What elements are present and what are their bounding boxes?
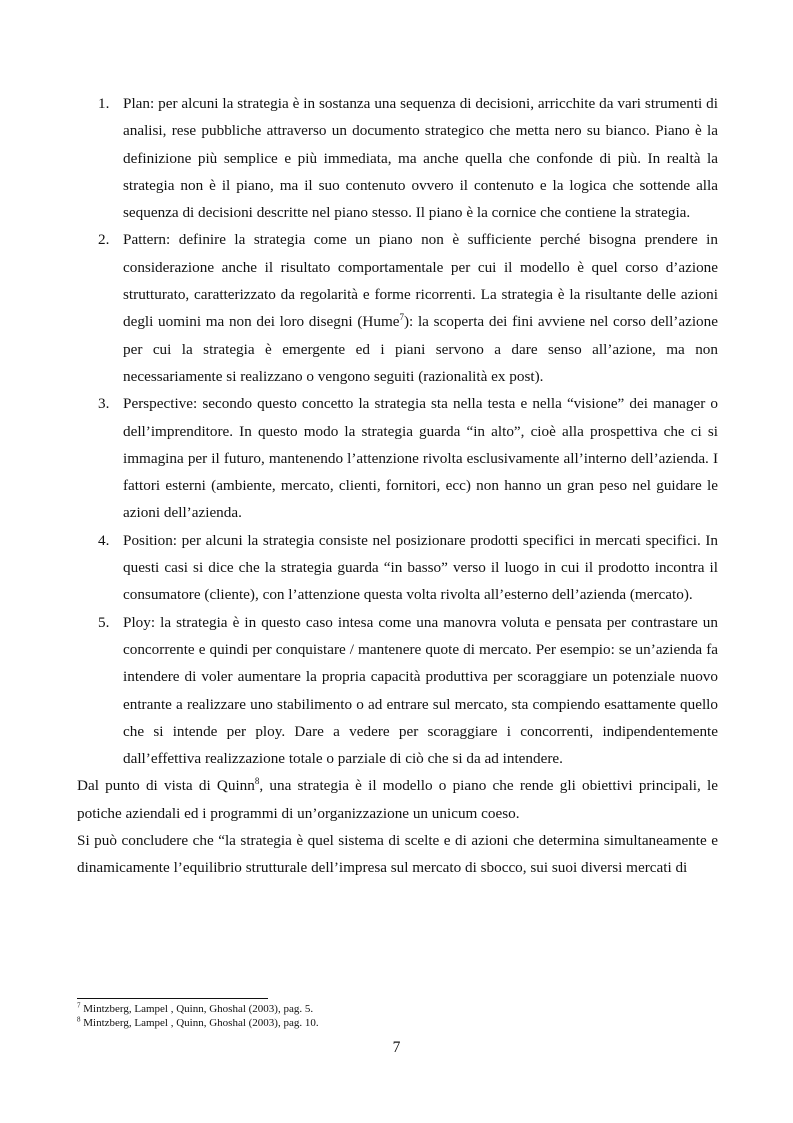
list-item-text: Ploy: la strategia è in questo caso intesa come una manovra voluta e pensata per contrastare un concorrente e quindi per conquistare / mantenere quote di mercato. Per esempio: se un’azienda fa intendere di voler aumentare la propria capacità produttiva per scoraggiare un potenziale nuovo entrante a realizzare uno stabilimento o ad entrare sul mercato, sta compiendo esattamente quello che si intende per ploy. Dare a vedere per scoraggiare i concorrenti, indipendentemente dall’effettiva realizzazione totale o parziale di ciò che si da ad intendere. (123, 613, 718, 768)
footnote-7 (77, 1003, 718, 1017)
list-item-position (77, 527, 718, 609)
paragraph-conclusion: Si può concludere che “la strategia è quel sistema di scelte e di azioni che determina simultaneamente e dinamicamente l’equilibrio strutturale dell’impresa sul mercato di sbocco, sui suoi diversi mercati di (77, 832, 718, 877)
paragraph-text-part1: Dal punto di vista di Quinn (77, 777, 255, 795)
footnotes (77, 1003, 718, 1030)
list-item-perspective (77, 390, 718, 526)
footnote-text: Mintzberg, Lampel , Quinn, Ghoshal (2003), pag. 10. (80, 1016, 319, 1029)
footnote-ref-8: 8 (254, 776, 260, 787)
list-item-text-part1: Pattern: definire la strategia come un piano non è sufficiente perché bisogna prendere in considerazione anche il risultato comportamentale per cui il modello è quel corso d’azione strutturato, caratterizzato da regolarità e forme ricorrenti. La strategia è la risultante delle azioni degli uomini ma non dei loro disegni (Hume (123, 231, 718, 331)
list-item-pattern (77, 226, 718, 390)
paragraph-quinn (77, 772, 718, 827)
footnote-text: Mintzberg, Lampel , Quinn, Ghoshal (2003), pag. 5. (80, 1003, 314, 1015)
list-item-plan (77, 90, 718, 226)
list-number: 2. (98, 231, 110, 249)
footnote-number: 7 (77, 1001, 81, 1010)
list-item-ploy (77, 609, 718, 773)
page-body (77, 90, 718, 882)
footnote-number: 8 (77, 1014, 81, 1023)
list-item-text-part2: ): la scoperta dei fini avviene nel corso dell’azione per cui la strategia è emergente ed i piani servono a dare senso all’azione, ma non necessariamente si realizzano o vengono seguiti (razionalità ex post). (123, 313, 718, 385)
list-item-text: Plan: per alcuni la strategia è in sostanza una sequenza di decisioni, arricchite da vari strumenti di analisi, rese pubbliche attraverso un documento strategico che metta nero su bianco. Piano è la definizione più semplice e più immediata, ma anche quella che confonde di più. In realtà la strategia non è il piano, ma il suo contenuto ovvero il contenuto e la logica che sottende alla sequenza di decisioni descritte nel piano stesso. Il piano è la cornice che contiene la strategia. (123, 95, 718, 222)
list-item-text: Perspective: secondo questo concetto la strategia sta nella testa e nella “visione” dei manager o dell’imprenditore. In questo modo la strategia guarda “in alto”, cioè alla prospettiva che ci si immagina per il futuro, mantenendo l’attenzione rivolta esclusivamente all’interno dell’azienda. I fattori esterni (ambiente, mercato, clienti, fornitori, ecc) non hanno un gran peso nel guidare le azioni dell’azienda. (123, 395, 718, 522)
list-number: 3. (98, 395, 110, 413)
footnote-separator (77, 998, 268, 999)
footnote-8 (77, 1014, 718, 1031)
list-item-text: Position: per alcuni la strategia consiste nel posizionare prodotti specifici in mercati specifici. In questi casi si dice che la strategia guarda “in basso” verso il luogo in cui il prodotto incontra il consumatore (cliente), con l’attenzione questa volta rivolta all’esterno dell’azienda (mercato). (123, 531, 718, 604)
list-number: 1. (98, 95, 110, 112)
list-number: 4. (98, 531, 110, 549)
page-number: 7 (392, 1039, 401, 1056)
paragraph-text-part2: , una strategia è il modello o piano che rende gli obiettivi principali, le potiche aziendali ed i programmi di un’organizzazione un unicum coeso. (77, 777, 718, 822)
list-number: 5. (98, 613, 110, 631)
footnote-ref-7: 7 (399, 312, 404, 323)
